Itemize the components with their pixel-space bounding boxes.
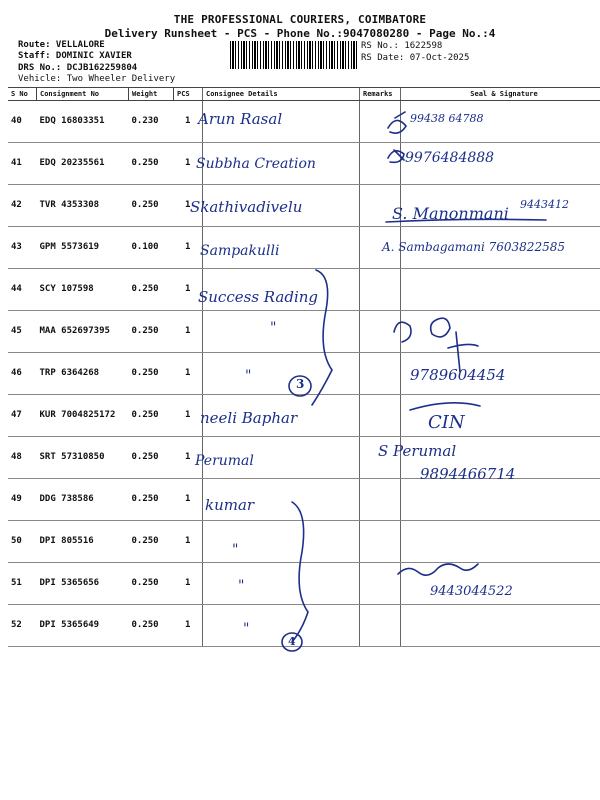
cell-sno: 48: [8, 437, 37, 479]
cell-pcs: 1: [174, 437, 203, 479]
cell-pcs: 1: [174, 563, 203, 605]
cell-pcs: 1: [174, 605, 203, 647]
cell-pcs: 1: [174, 395, 203, 437]
cell-pcs: 1: [174, 311, 203, 353]
cell-pcs: 1: [174, 227, 203, 269]
cell-pcs: 1: [174, 353, 203, 395]
cell-sno: 41: [8, 143, 37, 185]
handwritten-phone: 9443412: [520, 198, 569, 211]
cell-weight: 0.250: [129, 521, 174, 563]
cell-consignment: EDQ 20235561: [37, 143, 129, 185]
cell-sno: 45: [8, 311, 37, 353]
cell-consignee: [203, 521, 360, 563]
handwritten-signature: A. Sambagamani 7603822585: [382, 240, 565, 254]
table-row: [8, 605, 600, 647]
cell-pcs: 1: [174, 521, 203, 563]
cell-weight: 0.250: [129, 353, 174, 395]
cell-remarks: [360, 521, 401, 563]
cell-pcs: 1: [174, 269, 203, 311]
cell-consignment: GPM 5573619: [37, 227, 129, 269]
cell-weight: 0.250: [129, 605, 174, 647]
table-row: [8, 479, 600, 521]
cell-remarks: [360, 563, 401, 605]
cell-consignment: SRT 57310850: [37, 437, 129, 479]
cell-consignee: [203, 563, 360, 605]
cell-remarks: [360, 353, 401, 395]
handwritten-count: 3: [296, 377, 305, 391]
cell-consignment: SCY 107598: [37, 269, 129, 311]
cell-weight: 0.250: [129, 185, 174, 227]
cell-weight: 0.250: [129, 269, 174, 311]
ditto-mark: ": [243, 621, 250, 637]
cell-seal: [401, 479, 600, 521]
cell-consignment: DPI 5365656: [37, 563, 129, 605]
cell-remarks: [360, 395, 401, 437]
cell-consignment: KUR 7004825172: [37, 395, 129, 437]
cell-weight: 0.230: [129, 101, 174, 143]
col-header-sno: S No: [8, 88, 37, 101]
cell-remarks: [360, 479, 401, 521]
col-header-remarks: Remarks: [360, 88, 401, 101]
cell-weight: 0.250: [129, 437, 174, 479]
table-header-row: [8, 88, 600, 101]
cell-consignment: EDQ 16803351: [37, 101, 129, 143]
handwritten-consignee: kumar: [205, 496, 255, 514]
cell-weight: 0.250: [129, 143, 174, 185]
handwritten-consignee: Perumal: [195, 453, 254, 469]
cell-sno: 50: [8, 521, 37, 563]
cell-sno: 52: [8, 605, 37, 647]
route-label: Route: VELLALORE: [18, 40, 105, 50]
table-row: [8, 101, 600, 143]
staff-label: Staff: DOMINIC XAVIER: [18, 51, 132, 61]
cell-seal: [401, 521, 600, 563]
cell-consignment: DPI 5365649: [37, 605, 129, 647]
cell-pcs: 1: [174, 143, 203, 185]
col-header-weight: Weight: [129, 88, 174, 101]
handwritten-signature: CIN: [428, 412, 465, 433]
cell-consignee: [203, 605, 360, 647]
cell-consignment: MAA 652697395: [37, 311, 129, 353]
cell-pcs: 1: [174, 479, 203, 521]
cell-sno: 51: [8, 563, 37, 605]
cell-weight: 0.250: [129, 311, 174, 353]
handwritten-consignee: neeli Baphar: [200, 409, 298, 427]
handwritten-consignee: Skathivadivelu: [190, 198, 303, 216]
handwritten-phone: 9976484888: [405, 150, 495, 166]
handwritten-phone: 99438 64788: [410, 112, 484, 125]
cell-remarks: [360, 605, 401, 647]
ditto-mark: ": [245, 368, 252, 384]
table-row: [8, 185, 600, 227]
cell-consignee: [203, 311, 360, 353]
handwritten-count: 4: [288, 635, 296, 648]
cell-seal: [401, 269, 600, 311]
handwritten-signature: S Perumal: [378, 442, 457, 460]
cell-consignment: DDG 738586: [37, 479, 129, 521]
handwritten-phone: 9789604454: [410, 366, 506, 384]
handwritten-consignee: Success Rading: [198, 288, 319, 306]
cell-weight: 0.250: [129, 479, 174, 521]
cell-weight: 0.250: [129, 395, 174, 437]
cell-weight: 0.250: [129, 563, 174, 605]
ditto-mark: ": [270, 320, 277, 336]
cell-seal: [401, 311, 600, 353]
cell-sno: 49: [8, 479, 37, 521]
cell-consignment: TRP 6364268: [37, 353, 129, 395]
rs-date: RS Date: 07-Oct-2025: [361, 53, 470, 63]
handwritten-phone: 9443044522: [430, 584, 513, 599]
table-row: [8, 521, 600, 563]
cell-sno: 42: [8, 185, 37, 227]
cell-remarks: [360, 101, 401, 143]
ditto-mark: ": [238, 578, 245, 594]
table-row: [8, 311, 600, 353]
table-row: [8, 395, 600, 437]
cell-sno: 40: [8, 101, 37, 143]
company-title: THE PROFESSIONAL COURIERS, COIMBATORE: [173, 13, 427, 26]
handwritten-signature: S. Manonmani: [392, 204, 509, 223]
cell-seal: [401, 605, 600, 647]
ditto-mark: ": [232, 542, 239, 558]
drs-number: DRS No.: DCJB162259804: [18, 63, 138, 73]
col-header-consignment: Consignment No: [37, 88, 129, 101]
handwritten-consignee: Sampakulli: [200, 243, 280, 259]
barcode: [230, 41, 357, 69]
cell-weight: 0.100: [129, 227, 174, 269]
handwritten-consignee: Subbha Creation: [196, 156, 316, 172]
cell-remarks: [360, 269, 401, 311]
cell-consignee: [203, 353, 360, 395]
cell-sno: 44: [8, 269, 37, 311]
col-header-seal: Seal & Signature: [401, 88, 600, 101]
cell-pcs: 1: [174, 101, 203, 143]
handwritten-consignee: Arun Rasal: [198, 110, 283, 128]
vehicle-label: Vehicle: Two Wheeler Delivery: [18, 74, 176, 84]
cell-consignment: DPI 805516: [37, 521, 129, 563]
col-header-pcs: PCS: [174, 88, 203, 101]
cell-pcs: 1: [174, 185, 203, 227]
cell-remarks: [360, 311, 401, 353]
cell-sno: 43: [8, 227, 37, 269]
cell-sno: 46: [8, 353, 37, 395]
cell-consignment: TVR 4353308: [37, 185, 129, 227]
cell-remarks: [360, 143, 401, 185]
cell-sno: 47: [8, 395, 37, 437]
rs-number: RS No.: 1622598: [361, 41, 443, 51]
runsheet-subtitle: Delivery Runsheet - PCS - Phone No.:9047080280 - Page No.:4: [104, 27, 496, 40]
handwritten-phone: 9894466714: [420, 465, 516, 483]
col-header-consignee: Consignee Details: [203, 88, 360, 101]
